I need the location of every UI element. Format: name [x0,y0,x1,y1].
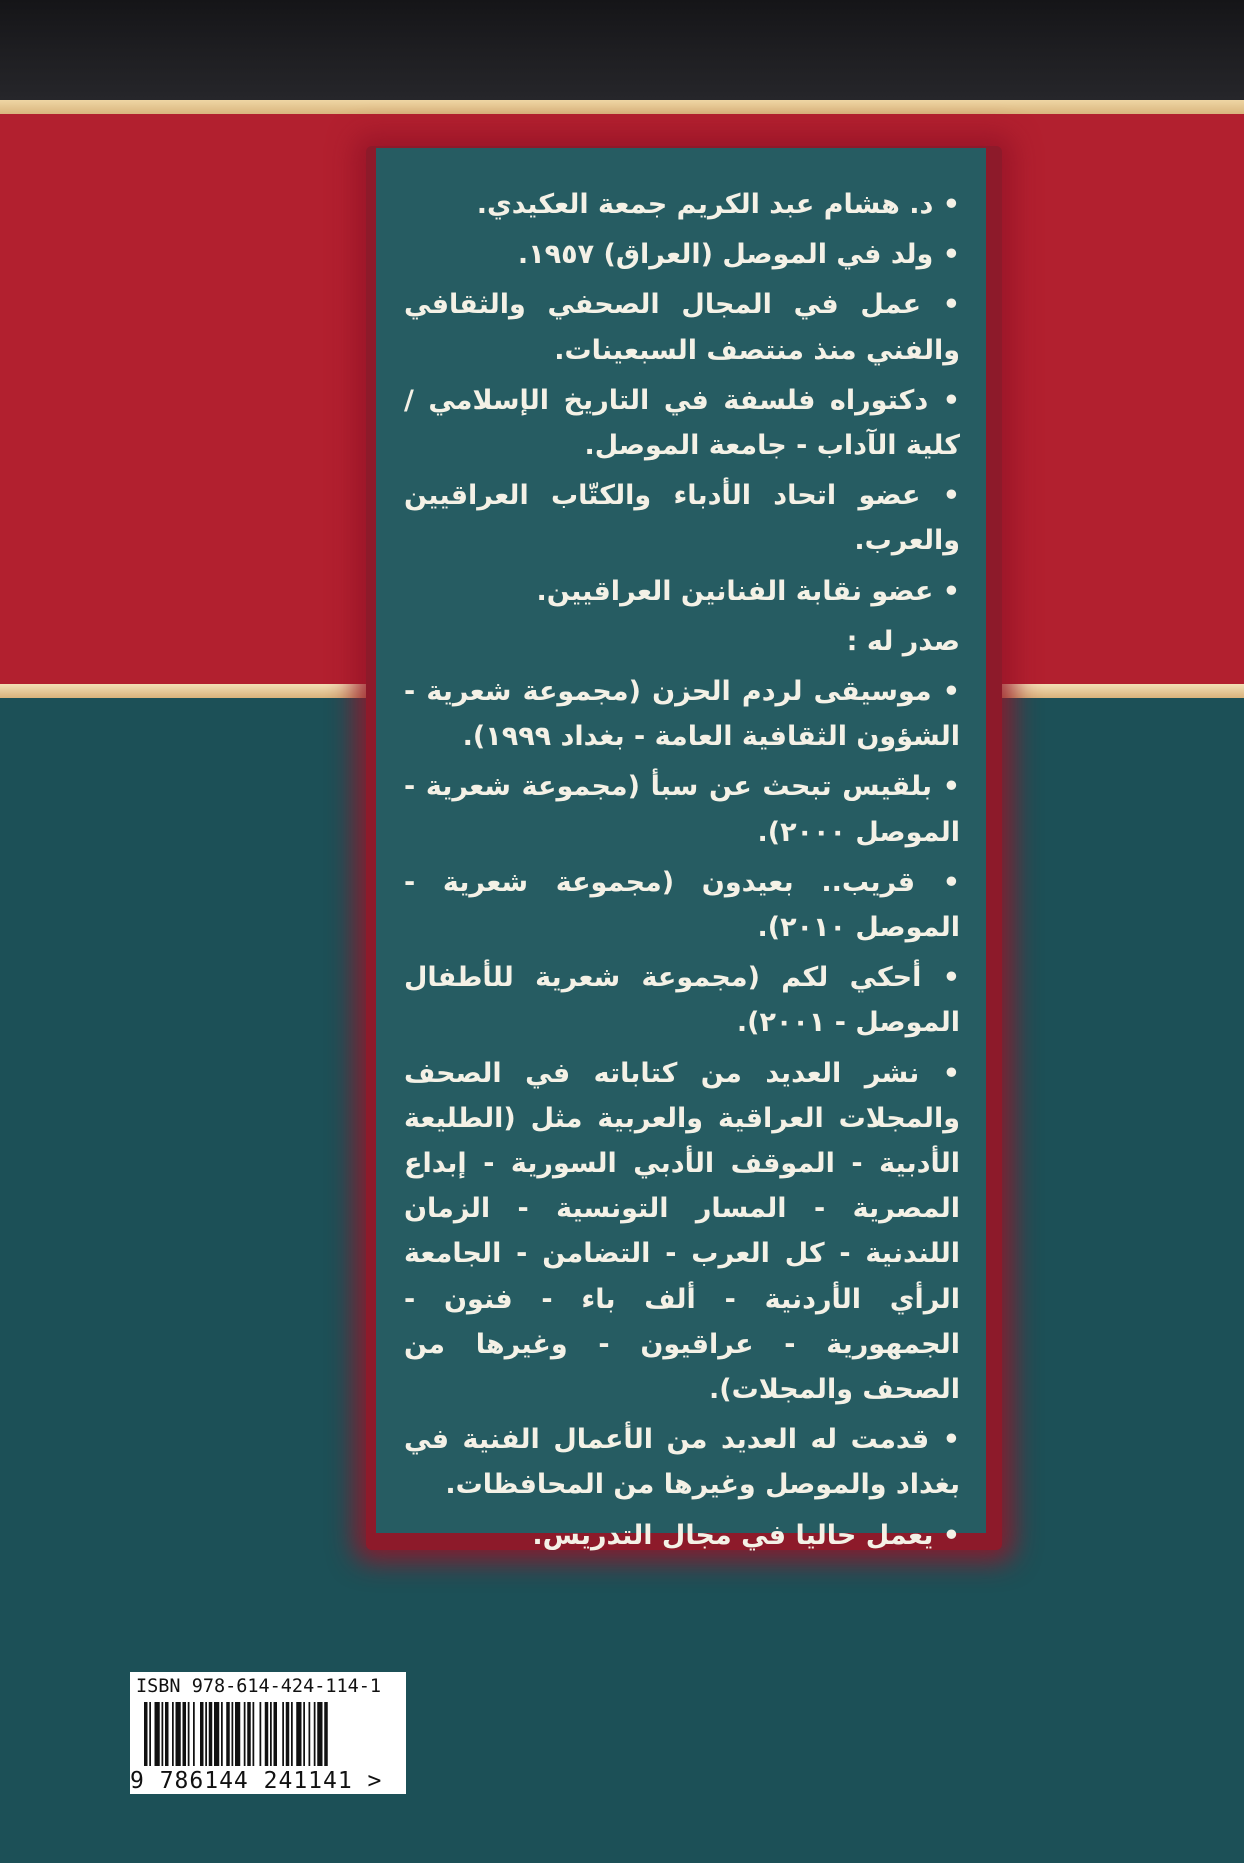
barcode-bar [193,1702,195,1766]
publications-heading: صدر له : [846,625,960,657]
barcode-bar [200,1702,204,1766]
bio-line: • عضو اتحاد الأدباء والكتّاب العراقيين والعرب. [404,480,960,557]
barcode-bar [232,1702,234,1766]
barcode-bar [188,1702,190,1766]
barcode-bar [282,1702,284,1766]
publication-item: • موسيقى لردم الحزن (مجموعة شعرية - الشؤون الثقافية العامة - بغداد ١٩٩٩). [404,676,960,753]
barcode-bar [183,1702,187,1766]
barcode-bar [274,1702,278,1766]
barcode-bar [260,1702,262,1766]
publication-item: • قريب.. بعيدون (مجموعة شعرية - الموصل ٢٠١٠). [404,866,960,944]
barcode-bar [296,1702,301,1766]
barcode-bar [209,1702,213,1766]
barcode-bar [155,1702,160,1766]
barcode-bar [265,1702,269,1766]
top-gold-stripe [0,100,1244,114]
barcode-bar [309,1702,311,1766]
isbn-label: ISBN 978-614-424-114-1 [136,1676,382,1697]
barcode-digits: 9 786144 241141 > [130,1768,383,1794]
bio-line: • نشر العديد من كتاباته في الصحف والمجلات العراقية والعربية مثل (الطليعة الأدبية - الموقف الأدبي السورية - إبداع المصرية - المسار التونسية - الزمان اللندنية - كل العرب - التضامن - الجامعة الرأي الأردنية - ألف باء - فنون - الجمهورية - عراقيون - وغيرها من الصحف والمجلات). [404,1057,960,1406]
bio-line: • دكتوراه فلسفة في التاريخ الإسلامي / كلية الآداب - جامعة الموصل. [404,384,960,462]
bio-line: • عمل في المجال الصحفي والثقافي والفني منذ منتصف السبعينات. [404,289,960,366]
barcode-bar [270,1702,272,1766]
bio-line: • ولد في الموصل (العراق) ١٩٥٧. [517,239,960,271]
top-dark-band [0,0,1244,100]
barcode-bar [244,1702,246,1766]
barcode-bar [303,1702,305,1766]
barcode-bar [235,1702,240,1766]
barcode-bar [149,1702,151,1766]
barcode-bar [226,1702,230,1766]
bio-line: • د. هشام عبد الكريم جمعة العكيدي. [476,189,960,220]
barcode-bar [324,1702,328,1766]
barcode-bar [286,1702,290,1766]
barcode-bar [221,1702,223,1766]
barcode-bar [253,1702,255,1766]
barcode-bar [176,1702,181,1766]
barcode-bar [214,1702,219,1766]
publication-item: • أحكي لكم (مجموعة شعرية للأطفال الموصل - ٢٠٠١). [404,962,960,1039]
isbn-barcode [130,1672,406,1794]
publication-item: • بلقيس تبحث عن سبأ (مجموعة شعرية - الموصل ٢٠٠٠). [404,771,960,848]
barcode-bar [314,1702,316,1766]
barcode-bar [144,1702,148,1766]
bio-line: • يعمل حاليا في مجال التدريس. [532,1519,960,1551]
barcode-bar [317,1702,322,1766]
barcode-bar [165,1702,169,1766]
barcode-bar [291,1702,293,1766]
bio-line: • قدمت له العديد من الأعمال الفنية في بغداد والموصل وغيرها من المحافظات. [404,1424,960,1501]
barcode-bar [172,1702,174,1766]
barcode-bar [205,1702,207,1766]
barcode-bar [162,1702,164,1766]
author-bio [404,182,960,1563]
barcode-bar [247,1702,251,1766]
barcode-bars [144,1702,394,1766]
bio-line: • عضو نقابة الفنانين العراقيين. [536,575,960,607]
